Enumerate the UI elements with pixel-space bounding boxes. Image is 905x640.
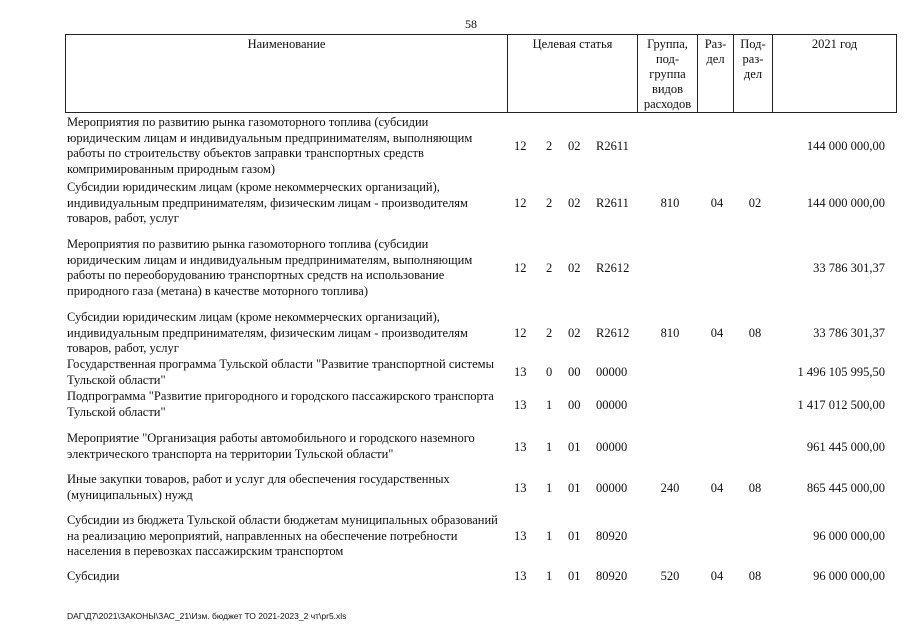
row-code-program: 12 xyxy=(514,326,527,340)
row-code-program: 13 xyxy=(514,529,527,543)
row-amount: 33 786 301,37 xyxy=(813,326,885,340)
row-amount: 961 445 000,00 xyxy=(806,440,885,454)
row-code-program: 12 xyxy=(514,139,527,153)
row-section: 04 xyxy=(710,326,724,340)
header-section xyxy=(698,37,733,67)
row-code-subprogram: 1 xyxy=(546,529,553,543)
row-code-direction: R2612 xyxy=(596,326,630,340)
row-code-program: 13 xyxy=(514,481,527,495)
header-divider xyxy=(896,34,897,113)
row-subsection: 08 xyxy=(748,569,762,583)
row-name: Мероприятия по развитию рынка газомоторного топлива (субсидии юридическим лицам и индивидуальным предпринимателям, выполняющим работы по строительству объектов заправки транспортных средств компримированным природным газом) xyxy=(67,115,473,176)
row-code-direction: 00000 xyxy=(596,398,628,412)
row-amount: 1 417 012 500,00 xyxy=(797,398,885,412)
row-code-direction: 00000 xyxy=(596,365,628,379)
row-name: Субсидии из бюджета Тульской области бюджетам муниципальных образований на реализацию мероприятий, направленных на обеспечение потребности населения в перевозках пассажирским транспортом xyxy=(67,513,498,558)
row-amount: 144 000 000,00 xyxy=(806,196,885,210)
row-name: Субсидии юридическим лицам (кроме некоммерческих организаций), индивидуальным предпринимателям, физическим лицам - производителям товаров, работ, услуг xyxy=(67,310,468,355)
row-code-event: 00 xyxy=(568,365,581,379)
row-code-subprogram: 2 xyxy=(546,261,553,275)
row-code-program: 13 xyxy=(514,365,527,379)
row-group: 240 xyxy=(660,481,680,495)
row-code-subprogram: 2 xyxy=(546,139,553,153)
row-section: 04 xyxy=(710,481,724,495)
row-name: Мероприятие "Организация работы автомобильного и городского наземного электрического транспорта на территории Тульской области" xyxy=(67,431,475,461)
header-group-line: расходов xyxy=(643,97,692,111)
row-code-direction: 80920 xyxy=(596,529,628,543)
header-subsection-line: дел xyxy=(743,67,763,81)
row-code-subprogram: 1 xyxy=(546,569,553,583)
row-name: Мероприятия по развитию рынка газомоторного топлива (субсидии юридическим лицам и индивидуальным предпринимателям, выполняющим работы по переоборудованию транспортных средств на использование природного газа (метана) в качестве моторного топлива) xyxy=(67,237,473,298)
row-subsection: 02 xyxy=(748,196,762,210)
row-code-program: 13 xyxy=(514,569,527,583)
row-name: Субсидии xyxy=(67,569,120,583)
row-section: 04 xyxy=(710,569,724,583)
row-code-subprogram: 1 xyxy=(546,398,553,412)
row-group: 520 xyxy=(660,569,680,583)
row-name: Подпрограмма "Развитие пригородного и городского пассажирского транспорта Тульской области" xyxy=(67,389,494,419)
header-group-line: Группа, xyxy=(647,37,688,51)
row-code-event: 01 xyxy=(568,481,581,495)
row-code-event: 02 xyxy=(568,139,581,153)
row-code-direction: 00000 xyxy=(596,481,628,495)
row-code-event: 01 xyxy=(568,569,581,583)
row-code-program: 13 xyxy=(514,398,527,412)
row-code-direction: 00000 xyxy=(596,440,628,454)
row-code-direction: R2611 xyxy=(596,139,629,153)
row-code-subprogram: 1 xyxy=(546,481,553,495)
row-group: 810 xyxy=(660,196,680,210)
row-code-subprogram: 0 xyxy=(546,365,553,379)
row-amount: 865 445 000,00 xyxy=(806,481,885,495)
header-year: 2021 год xyxy=(811,37,858,51)
header-section-line: Раз- xyxy=(704,37,727,51)
row-amount: 1 496 105 995,50 xyxy=(797,365,885,379)
row-code-program: 13 xyxy=(514,440,527,454)
row-name: Государственная программа Тульской области "Развитие транспортной системы Тульской области" xyxy=(67,357,494,387)
row-amount: 96 000 000,00 xyxy=(813,529,885,543)
row-name: Иные закупки товаров, работ и услуг для обеспечения государственных (муниципальных) нужд xyxy=(67,472,450,502)
file-path-footer: DAГ\Д7\2021\ЗАКОНЫ\ЗАС_21\Изм. бюджет ТО 2021-2023_2 чт\pr5.xls xyxy=(67,611,347,621)
header-name: Наименование xyxy=(247,37,326,51)
row-code-event: 02 xyxy=(568,196,581,210)
row-subsection: 08 xyxy=(748,326,762,340)
row-code-program: 12 xyxy=(514,196,527,210)
row-code-event: 00 xyxy=(568,398,581,412)
header-subsection-line: Под- xyxy=(740,37,766,51)
row-code-subprogram: 2 xyxy=(546,326,553,340)
row-code-event: 01 xyxy=(568,529,581,543)
row-code-direction: R2611 xyxy=(596,196,629,210)
row-code-subprogram: 2 xyxy=(546,196,553,210)
row-amount: 96 000 000,00 xyxy=(813,569,885,583)
row-amount: 144 000 000,00 xyxy=(806,139,885,153)
header-group-line: группа xyxy=(649,67,686,81)
row-code-direction: 80920 xyxy=(596,569,628,583)
row-group: 810 xyxy=(660,326,680,340)
page-number: 58 xyxy=(465,17,477,31)
row-name: Субсидии юридическим лицам (кроме некоммерческих организаций), индивидуальным предпринимателям, физическим лицам - производителям товаров, работ, услуг xyxy=(67,180,468,225)
header-target-article: Целевая статья xyxy=(532,37,613,51)
row-code-program: 12 xyxy=(514,261,527,275)
row-code-event: 02 xyxy=(568,261,581,275)
header-group xyxy=(638,37,697,112)
header-subsection xyxy=(734,37,772,82)
header-subsection-line: раз- xyxy=(742,52,764,66)
row-code-event: 02 xyxy=(568,326,581,340)
row-code-event: 01 xyxy=(568,440,581,454)
header-group-line: под- xyxy=(655,52,680,66)
row-code-direction: R2612 xyxy=(596,261,630,275)
header-group-line: видов xyxy=(651,82,684,96)
row-code-subprogram: 1 xyxy=(546,440,553,454)
row-section: 04 xyxy=(710,196,724,210)
row-amount: 33 786 301,37 xyxy=(813,261,885,275)
row-subsection: 08 xyxy=(748,481,762,495)
header-section-line: дел xyxy=(706,52,725,66)
